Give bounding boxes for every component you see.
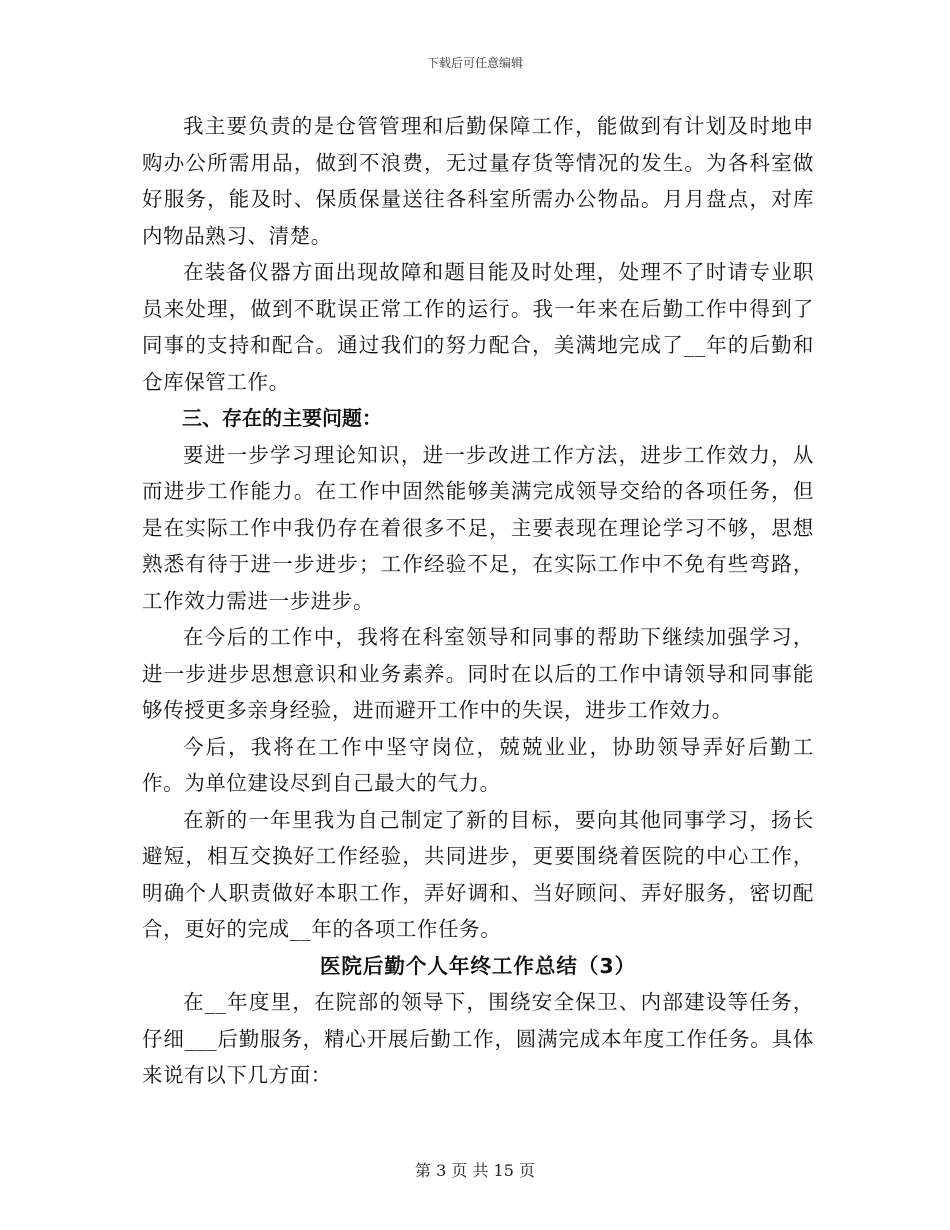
paragraph-commitment: 今后，我将在工作中坚守岗位，兢兢业业，协助领导弄好后勤工作。为单位建设尽到自己最大的气力。 [142,734,814,795]
page-number: 第 3 页 共 15 页 [415,1161,535,1180]
header-note: 下载后可任意编辑 [426,56,523,70]
paragraph-warehouse-duties: 我主要负责的是仓管管理和后勤保障工作，能做到有计划及时地申购办公所需用品，做到不浪费，无过量存货等情况的发生。为各科室做好服务，能及时、保质保量送往各科室所需办公物品。月月盘点，对库内物品熟习、清楚。 [142,114,814,248]
paragraph-future-work: 在今后的工作中，我将在科室领导和同事的帮助下继续加强学习，进一步进步思想意识和业务素养。同时在以后的工作中请领导和同事能够传授更多亲身经验，进而避开工作中的失误，进步工作效力。 [142,625,814,722]
paragraph-problems: 要进一步学习理论知识，进一步改进工作方法，进步工作效力，从而进步工作能力。在工作中固然能够美满完成领导交给的各项任务，但是在实际工作中我仍存在着很多不足，主要表现在理论学习不够，思想熟悉有待于进一步进步；工作经验不足，在实际工作中不免有些弯路，工作效力需进一步进步。 [142,442,814,613]
paragraph-equipment-maintenance: 在装备仪器方面出现故障和题目能及时处理，处理不了时请专业职员来处理，做到不耽误正常工作的运行。我一年来在后勤工作中得到了同事的支持和配合。通过我们的努力配合，美满地完成了__年的后勤和仓库保管工作。 [142,260,814,394]
heading-main-problems: 三、存在的主要问题： [182,406,382,430]
paragraph-new-goals: 在新的一年里我为自己制定了新的目标，要向其他同事学习，扬长避短，相互交换好工作经验，共同进步，更要围绕着医院的中心工作，明确个人职责做好本职工作，弄好调和、当好顾问、弄好服务，密切配合，更好的完成__年的各项工作任务。 [142,807,814,941]
paragraph-annual-summary: 在__年度里，在院部的领导下，围绕安全保卫、内部建设等任务，仔细___后勤服务，精心开展后勤工作，圆满完成本年度工作任务。具体来说有以下几方面： [142,990,814,1087]
document-body [142,108,814,1094]
section-title: 医院后勤个人年终工作总结（3） [319,953,637,978]
